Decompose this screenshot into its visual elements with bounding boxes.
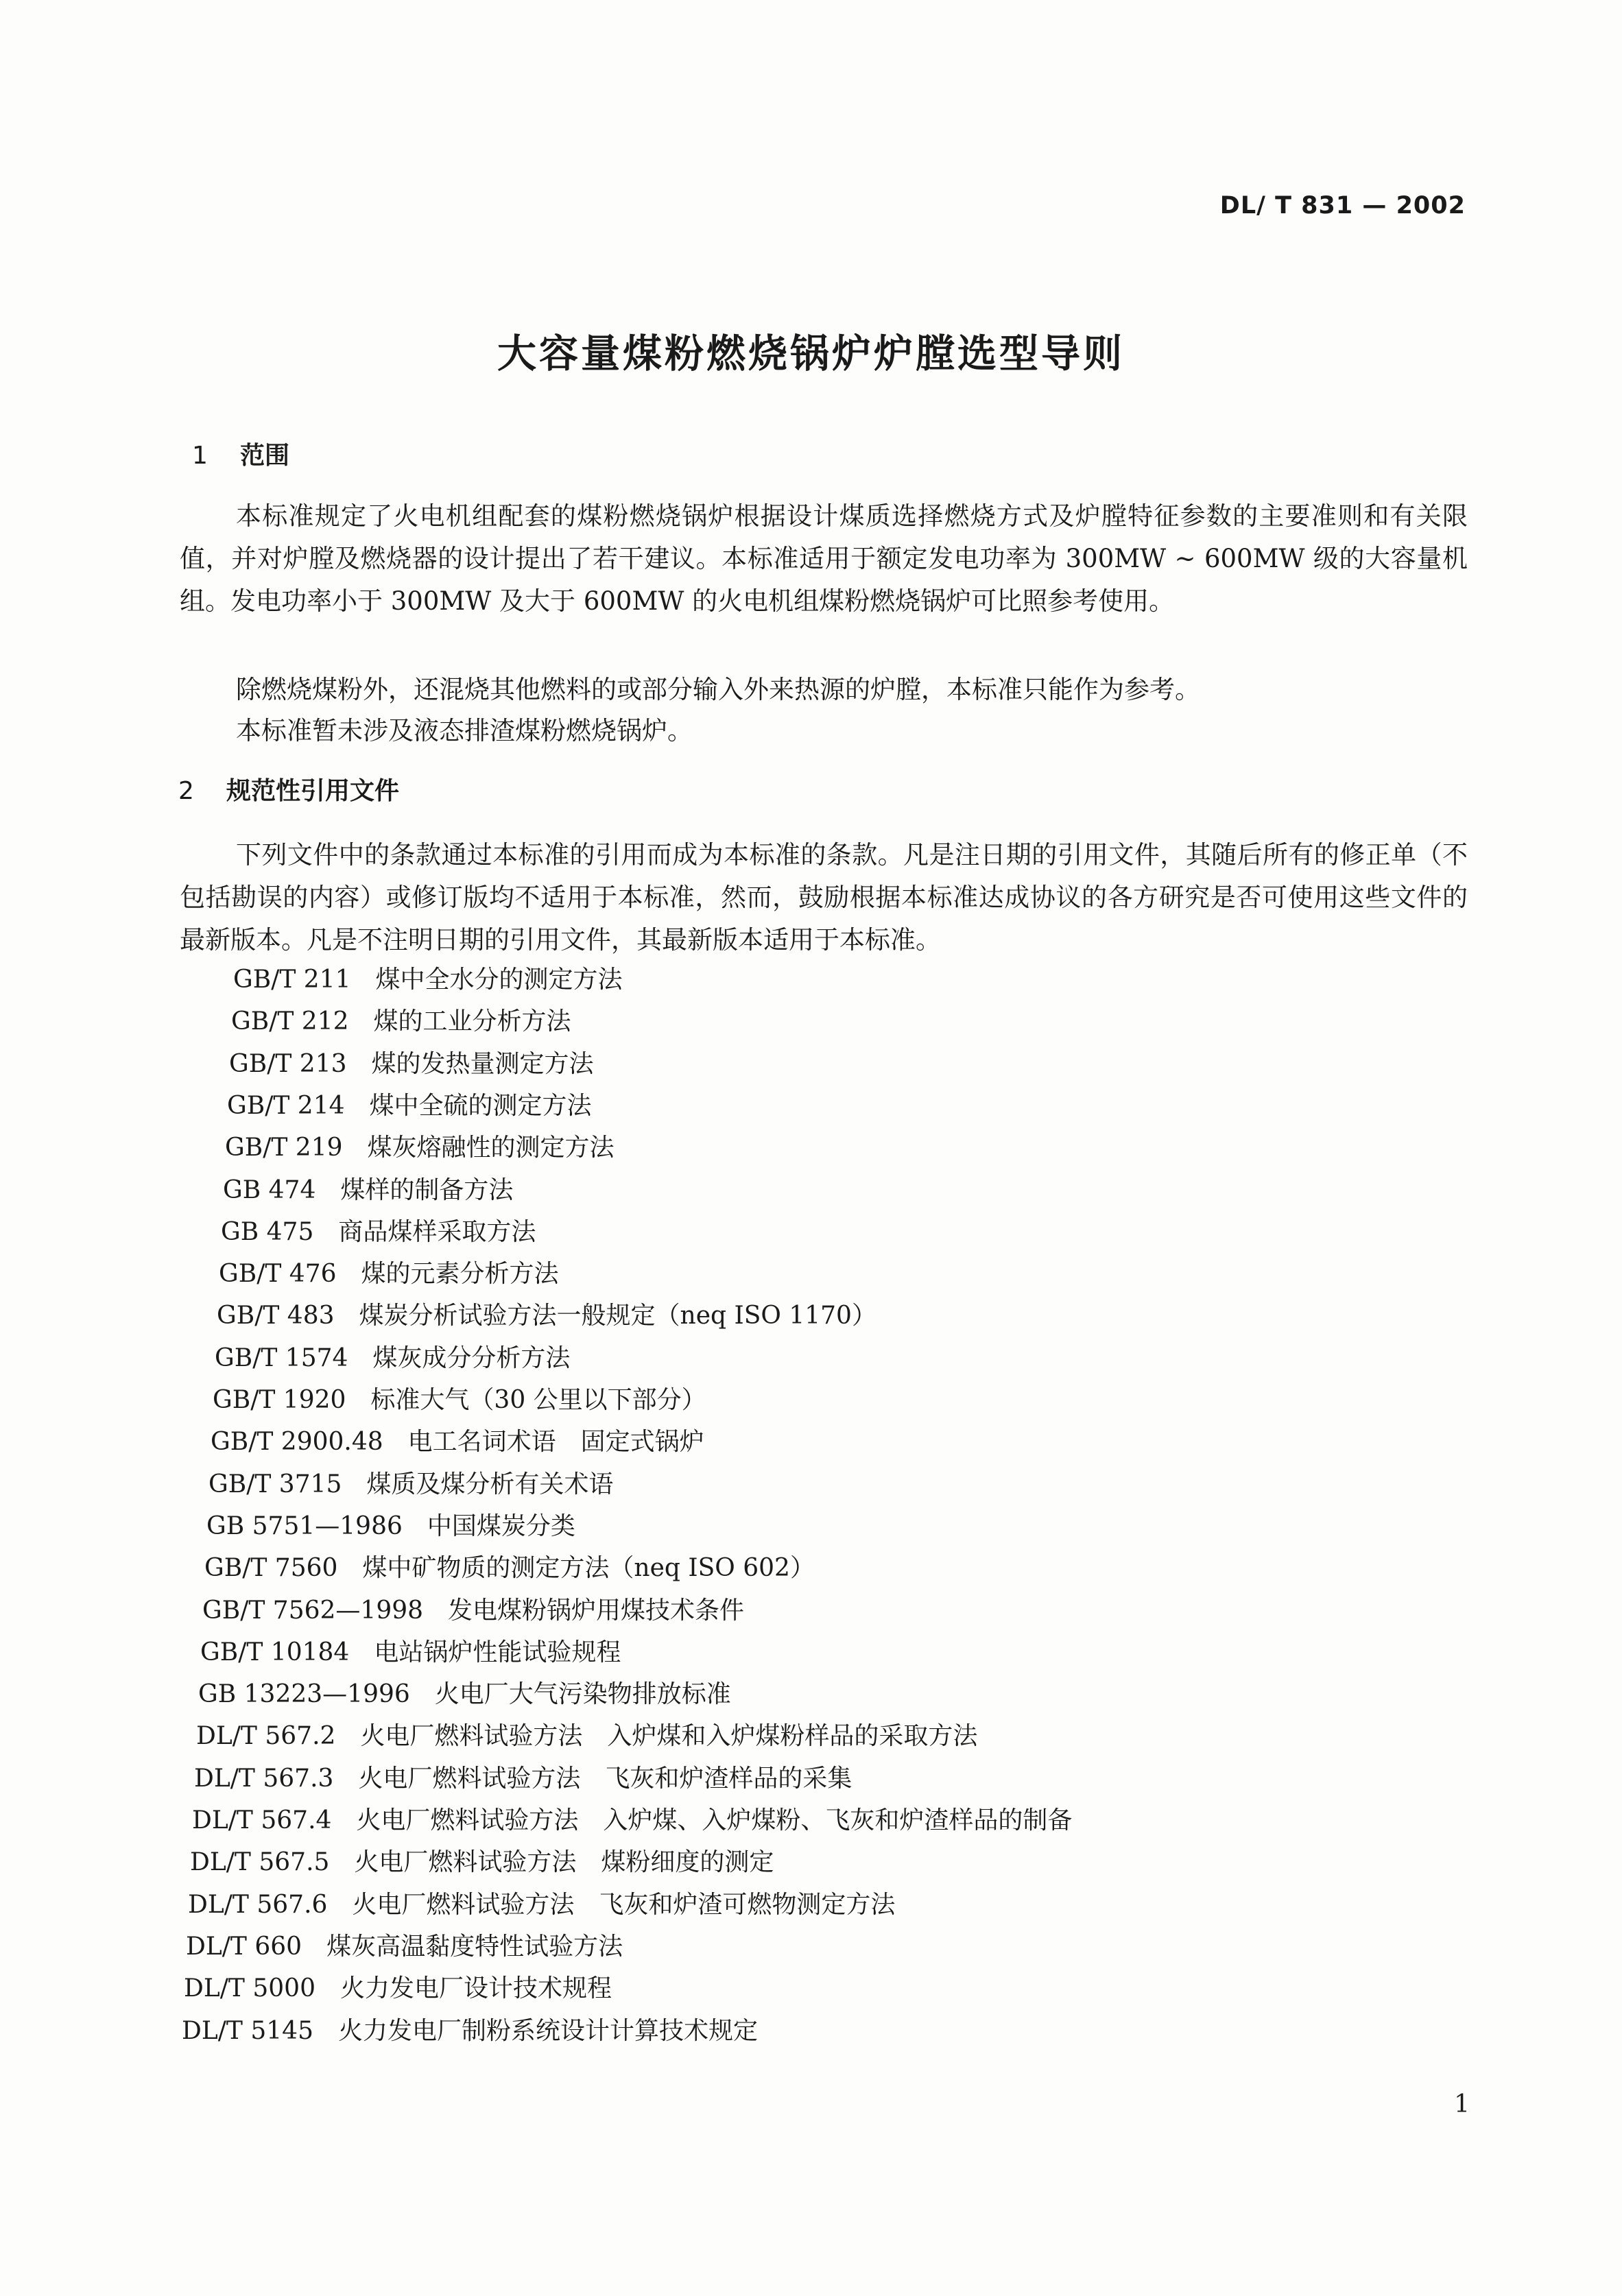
reference-code: DL/T 660	[186, 1932, 302, 1961]
reference-title: 火电厂燃料试验方法 飞灰和炉渣可燃物测定方法	[352, 1890, 896, 1919]
page-number: 1	[1454, 2090, 1470, 2118]
reference-title: 火电厂燃料试验方法 飞灰和炉渣样品的采集	[358, 1764, 852, 1793]
reference-item	[221, 1212, 536, 1247]
reference-item	[186, 1927, 623, 1962]
section-1-paragraph-2: 除燃烧煤粉外，还混烧其他燃料的或部分输入外来热源的炉膛，本标准只能作为参考。	[236, 675, 1200, 704]
section-2-intro: 下列文件中的条款通过本标准的引用而成为本标准的条款。凡是注日期的引用文件，其随后所有的修正单（不包括勘误的内容）或修订版均不适用于本标准，然而，鼓励根据本标准达成协议的各方研究是否可使用这些文件的最新版本。凡是不注明日期的引用文件，其最新版本适用于本标准。	[180, 840, 1468, 955]
reference-code: GB 5751—1986	[206, 1511, 403, 1540]
reference-title: 煤质及煤分析有关术语	[366, 1470, 614, 1498]
reference-code: GB/T 1574	[215, 1343, 348, 1372]
reference-title: 中国煤炭分类	[427, 1511, 575, 1540]
reference-title: 发电煤粉锅炉用煤技术条件	[448, 1596, 745, 1625]
section-1-number: 1	[192, 442, 208, 470]
reference-title: 火力发电厂制粉系统设计计算技术规定	[337, 2016, 758, 2045]
reference-item	[211, 1422, 704, 1457]
reference-code: GB/T 212	[231, 1007, 349, 1036]
section-2-number: 2	[178, 777, 194, 805]
reference-item	[182, 2011, 758, 2046]
reference-code: DL/T 567.6	[188, 1890, 328, 1919]
reference-title: 煤的发热量测定方法	[371, 1049, 594, 1078]
reference-code: GB/T 219	[225, 1134, 343, 1162]
reference-title: 火电厂燃料试验方法 入炉煤、入炉煤粉、飞灰和炉渣样品的制备	[356, 1806, 1073, 1834]
reference-item	[190, 1843, 774, 1878]
reference-title: 煤样的制备方法	[340, 1175, 514, 1204]
reference-title: 火力发电厂设计技术规程	[339, 1974, 612, 2003]
reference-item	[233, 960, 623, 995]
reference-title: 火电厂大气污染物排放标准	[434, 1680, 731, 1709]
reference-title: 煤的元素分析方法	[361, 1260, 559, 1289]
reference-item	[229, 1044, 594, 1079]
reference-code: GB/T 213	[229, 1049, 347, 1078]
reference-item	[223, 1171, 513, 1206]
reference-title: 电站锅炉性能试验规程	[374, 1638, 621, 1666]
section-1-title: 范围	[240, 442, 290, 470]
section-1-paragraph-3: 本标准暂未涉及液态排渣煤粉燃烧锅炉。	[236, 716, 693, 745]
reference-item	[219, 1254, 559, 1289]
reference-code: GB 475	[221, 1217, 314, 1246]
reference-code: DL/T 567.5	[190, 1848, 330, 1877]
reference-title: 煤中全水分的测定方法	[375, 966, 623, 994]
reference-code: GB/T 211	[233, 966, 351, 994]
section-1-paragraph-1: 本标准规定了火电机组配套的煤粉燃烧锅炉根据设计煤质选择燃烧方式及炉膛特征参数的主要准则和有关限值，并对炉膛及燃烧器的设计提出了若干建议。本标准适用于额定发电功率为 300MW ~ 600MW 级的大容量机组。发电功率小于 300MW 及大于 600MW 的火电机组煤粉燃烧锅炉可比照参考使用。	[180, 501, 1468, 616]
reference-code: GB/T 476	[219, 1260, 337, 1289]
section-2-title: 规范性引用文件	[226, 777, 400, 805]
reference-title: 电工名词术语 固定式锅炉	[407, 1428, 704, 1457]
reference-code: DL/T 567.4	[192, 1806, 332, 1834]
reference-item	[208, 1465, 613, 1500]
section-2-heading	[178, 772, 399, 806]
reference-title: 标准大气（30 公里以下部分）	[370, 1386, 706, 1414]
reference-title: 煤灰高温黏度特性试验方法	[326, 1932, 623, 1961]
reference-item	[198, 1675, 731, 1710]
reference-title: 火电厂燃料试验方法 煤粉细度的测定	[354, 1848, 774, 1877]
reference-title: 商品煤样采取方法	[338, 1217, 536, 1246]
reference-item	[192, 1801, 1072, 1836]
reference-title: 煤中矿物质的测定方法（neq ISO 602）	[362, 1554, 815, 1583]
reference-item	[213, 1380, 706, 1415]
reference-code: GB/T 1920	[213, 1386, 346, 1414]
reference-code: GB/T 7562—1998	[202, 1596, 424, 1625]
standard-code: DL/ T 831 — 2002	[1219, 192, 1466, 219]
reference-code: DL/T 5000	[184, 1974, 315, 2003]
reference-item	[194, 1759, 852, 1794]
reference-code: GB 474	[223, 1175, 316, 1204]
reference-title: 煤灰成分分析方法	[372, 1343, 571, 1372]
reference-title: 煤的工业分析方法	[373, 1007, 571, 1036]
reference-code: GB/T 2900.48	[211, 1428, 383, 1457]
reference-title: 煤中全硫的测定方法	[369, 1091, 592, 1120]
reference-item	[200, 1633, 621, 1668]
reference-code: DL/T 567.2	[196, 1722, 336, 1751]
reference-item	[206, 1507, 575, 1542]
reference-code: GB/T 483	[217, 1302, 335, 1330]
reference-code: GB 13223—1996	[198, 1680, 410, 1709]
reference-code: GB/T 3715	[208, 1470, 342, 1498]
reference-code: GB/T 10184	[200, 1638, 350, 1666]
reference-item	[204, 1548, 815, 1583]
reference-code: DL/T 5145	[182, 2016, 313, 2045]
reference-code: GB/T 214	[227, 1091, 345, 1120]
section-1-heading	[192, 436, 289, 471]
reference-item	[225, 1128, 615, 1163]
reference-item	[231, 1002, 571, 1037]
reference-code: GB/T 7560	[204, 1554, 338, 1583]
reference-title: 煤炭分析试验方法一般规定（neq ISO 1170）	[359, 1302, 876, 1330]
reference-title: 煤灰熔融性的测定方法	[367, 1134, 615, 1162]
reference-title: 火电厂燃料试验方法 入炉煤和入炉煤粉样品的采取方法	[360, 1722, 978, 1751]
reference-item	[202, 1591, 744, 1626]
reference-item	[227, 1086, 592, 1121]
reference-item	[217, 1296, 876, 1331]
reference-code: DL/T 567.3	[194, 1764, 334, 1793]
reference-item	[184, 1969, 612, 2004]
reference-item	[196, 1717, 977, 1751]
reference-item	[215, 1339, 570, 1374]
reference-item	[188, 1885, 895, 1920]
document-title: 大容量煤粉燃烧锅炉炉膛选型导则	[497, 331, 1125, 376]
